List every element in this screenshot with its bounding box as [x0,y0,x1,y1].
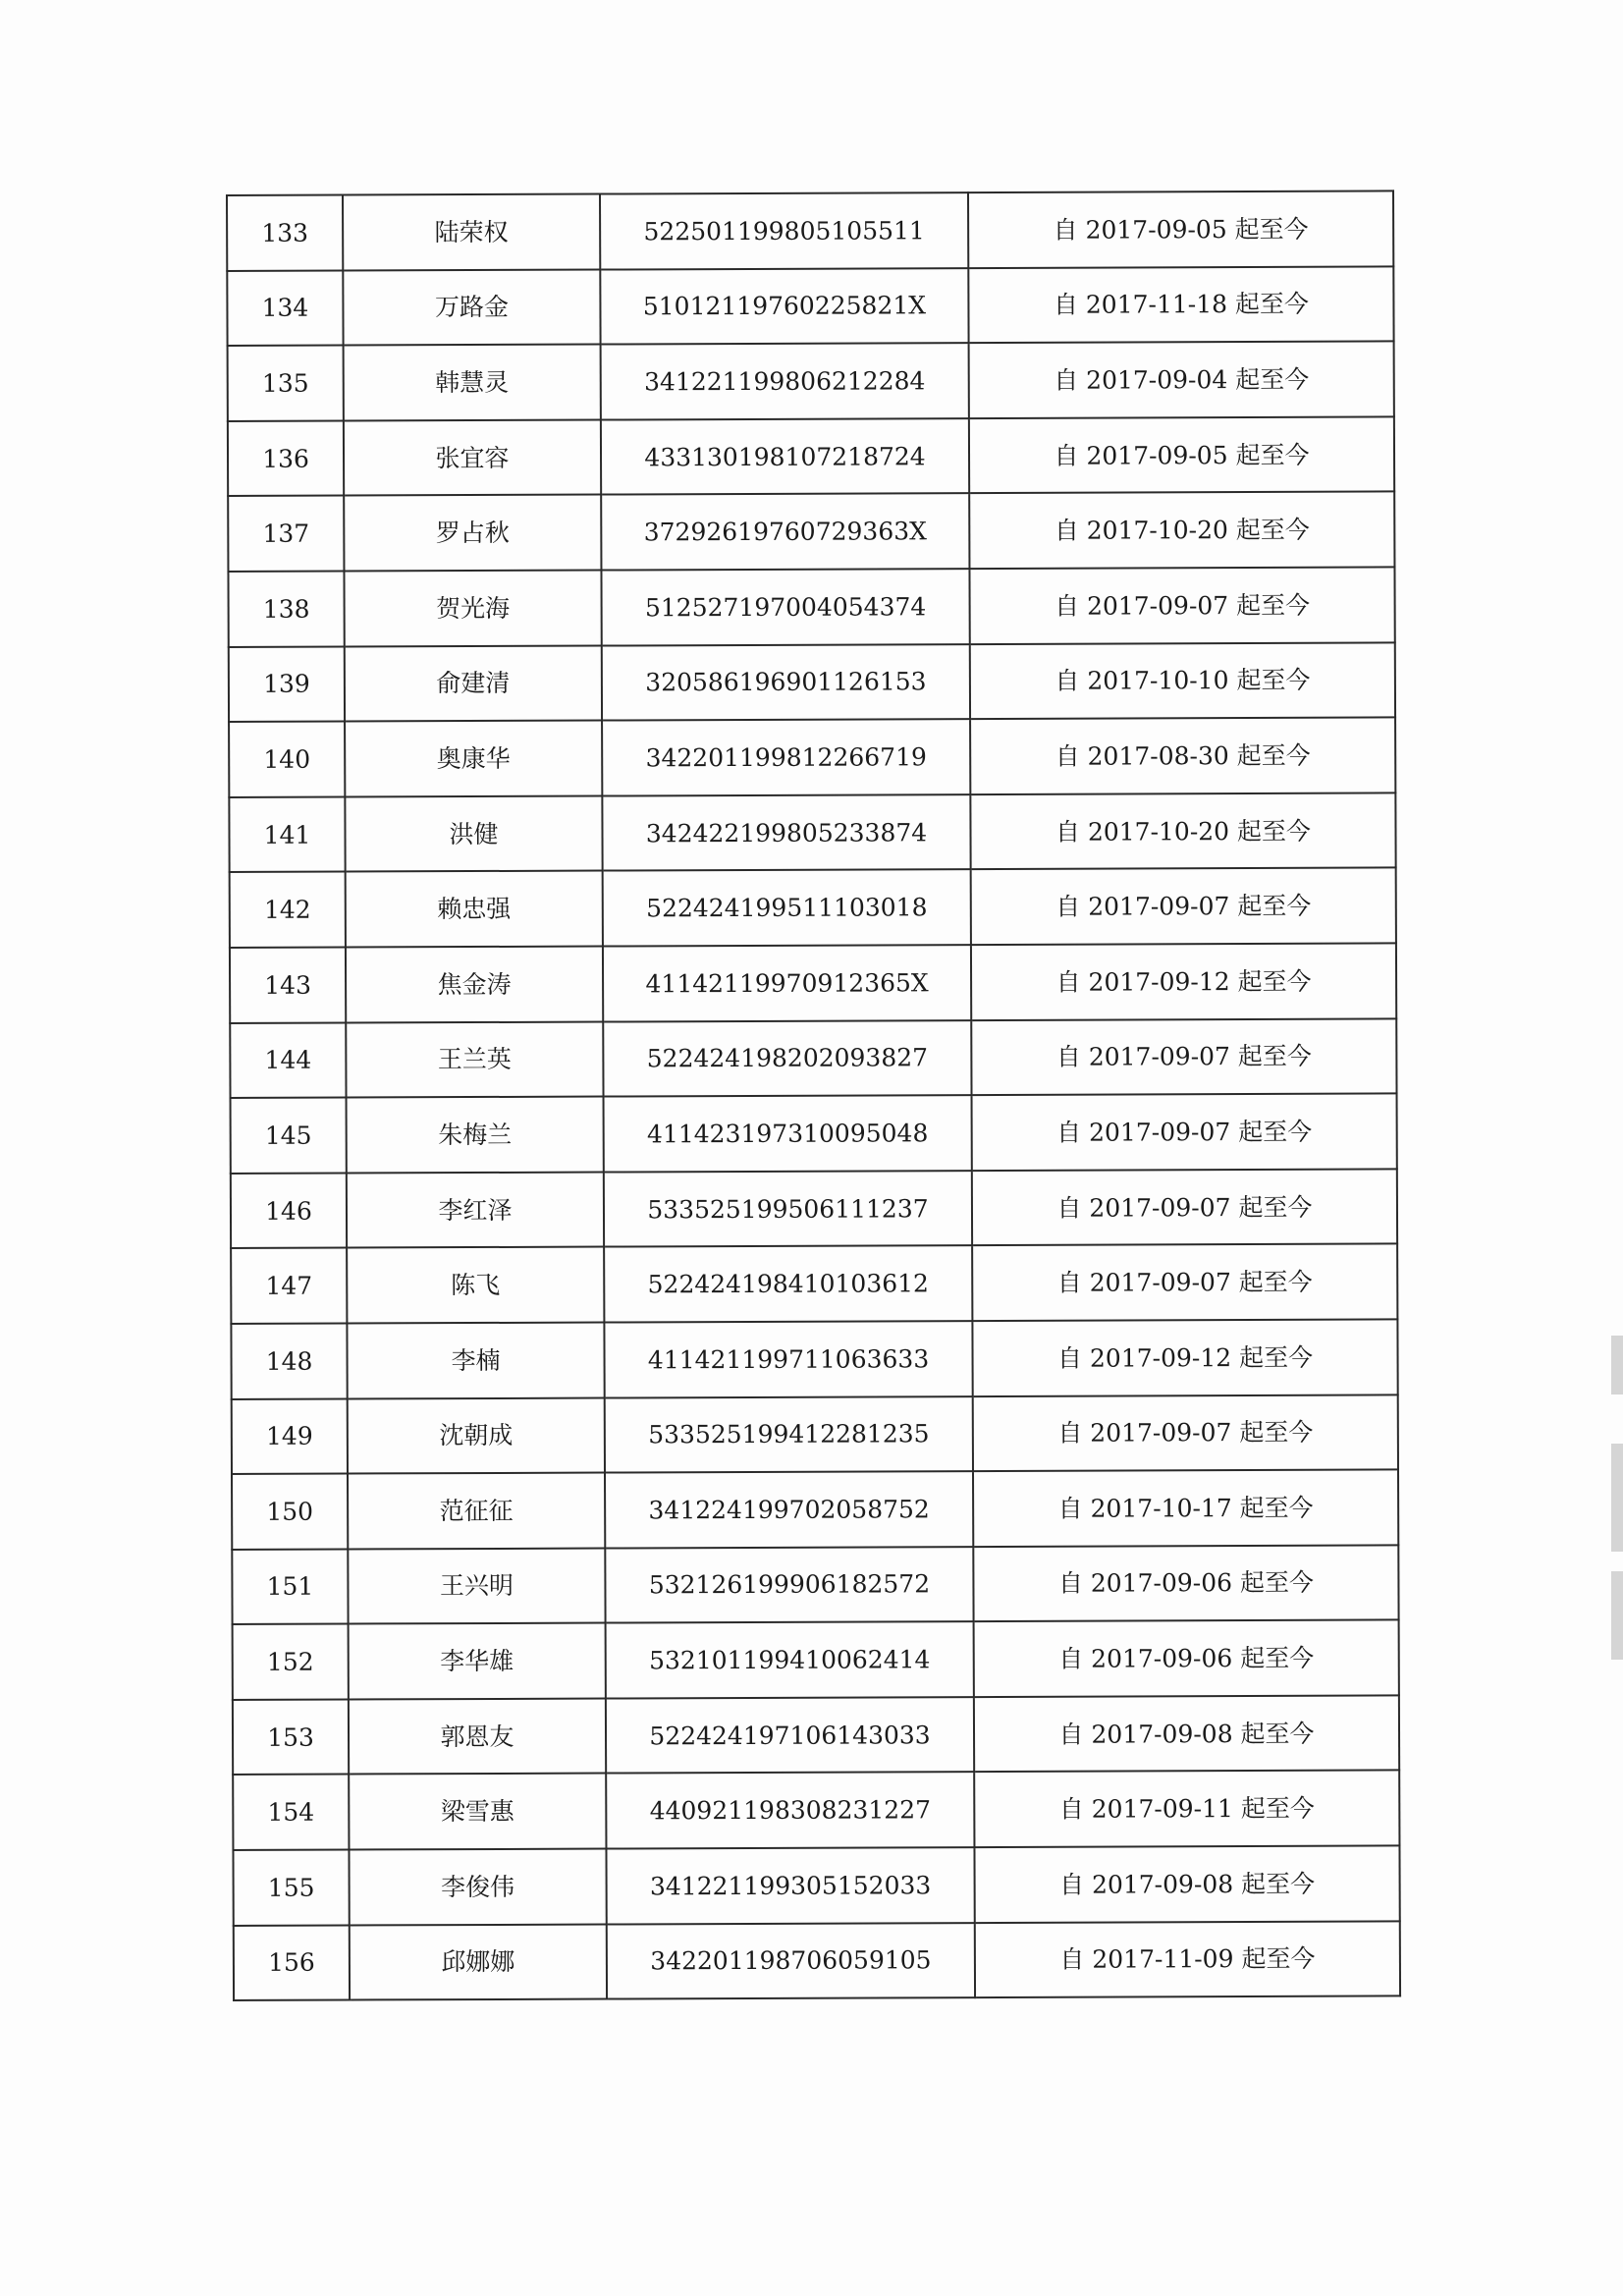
id-number-cell: 533525199506111237 [604,1171,972,1247]
person-name-cell: 王兴明 [348,1548,605,1624]
row-number-cell: 151 [232,1549,348,1624]
row-number-cell: 141 [229,796,345,872]
table-row [232,1545,1398,1624]
period-text-cell: 自 2017-09-06 起至今 [973,1545,1398,1621]
period-text-cell: 自 2017-10-20 起至今 [970,793,1395,869]
table-row [227,266,1393,346]
row-number-cell: 140 [229,722,345,797]
table-row [231,1169,1397,1248]
row-number-cell: 135 [228,346,344,421]
scan-edge-mark [1611,1336,1623,1394]
id-number-cell: 440921198308231227 [606,1773,974,1849]
period-text-cell: 自 2017-09-04 起至今 [969,342,1394,418]
period-text-cell: 自 2017-09-07 起至今 [973,1394,1398,1471]
row-number-cell: 156 [234,1925,350,2000]
person-name-cell: 朱梅兰 [347,1097,604,1174]
row-number-cell: 146 [231,1173,347,1248]
id-number-cell: 522501199805105511 [600,192,968,269]
table-row [232,1394,1398,1474]
table-row [228,416,1394,496]
table-row [230,868,1396,948]
period-text-cell: 自 2017-10-17 起至今 [973,1470,1398,1547]
person-name-cell: 洪健 [345,795,602,872]
period-text-cell: 自 2017-09-07 起至今 [971,868,1396,945]
person-name-cell: 张宜容 [344,419,601,496]
scan-edge-mark [1611,1444,1623,1552]
roster-table [226,190,1401,2001]
person-name-cell: 贺光海 [344,571,601,647]
id-number-cell: 522424198410103612 [604,1245,972,1322]
row-number-cell: 153 [233,1699,349,1775]
period-text-cell: 自 2017-09-07 起至今 [972,1169,1397,1245]
person-name-cell: 俞建清 [345,645,602,722]
person-name-cell: 沈朝成 [348,1397,605,1474]
id-number-cell: 341221199305152033 [606,1847,974,1924]
table-row [232,1470,1398,1550]
period-text-cell: 自 2017-09-08 起至今 [974,1845,1399,1922]
id-number-cell: 532101199410062414 [606,1621,974,1698]
row-number-cell: 147 [231,1248,347,1324]
period-text-cell: 自 2017-10-10 起至今 [970,642,1395,719]
table-row [227,191,1393,270]
row-number-cell: 139 [229,646,345,722]
person-name-cell: 罗占秋 [344,495,601,572]
row-number-cell: 152 [233,1624,349,1700]
id-number-cell: 342201199812266719 [602,719,970,795]
row-number-cell: 134 [227,270,343,346]
id-number-cell: 512527197004054374 [601,569,969,645]
table-row [234,1921,1400,2000]
table-row [233,1845,1399,1925]
table-row [228,492,1394,572]
id-number-cell: 341224199702058752 [605,1471,973,1548]
id-number-cell: 433130198107218724 [601,418,969,495]
row-number-cell: 155 [233,1850,349,1926]
row-number-cell: 144 [230,1022,346,1098]
period-text-cell: 自 2017-08-30 起至今 [970,718,1395,794]
person-name-cell: 李华雄 [349,1623,606,1700]
period-text-cell: 自 2017-09-12 起至今 [971,943,1396,1019]
period-text-cell: 自 2017-09-07 起至今 [972,1094,1397,1171]
person-name-cell: 陈飞 [347,1247,604,1324]
person-name-cell: 韩慧灵 [344,345,601,421]
id-number-cell: 533525199412281235 [605,1396,973,1473]
row-number-cell: 138 [228,572,344,647]
id-number-cell: 341221199806212284 [601,343,969,419]
person-name-cell: 李俊伟 [349,1849,606,1926]
person-name-cell: 李楠 [347,1322,604,1398]
person-name-cell: 陆荣权 [343,194,600,271]
person-name-cell: 李红泽 [347,1172,604,1248]
period-text-cell: 自 2017-09-07 起至今 [971,1018,1396,1095]
person-name-cell: 王兰英 [346,1021,603,1098]
table-row [230,1018,1396,1098]
row-number-cell: 143 [230,947,346,1022]
person-name-cell: 焦金涛 [346,946,603,1022]
table-row [233,1620,1399,1700]
row-number-cell: 133 [227,195,343,271]
id-number-cell: 41142119970912365X [603,945,971,1021]
table-row [233,1771,1399,1850]
id-number-cell: 411421199711063633 [604,1321,972,1397]
period-text-cell: 自 2017-09-08 起至今 [974,1695,1399,1772]
table-row [231,1244,1397,1324]
table-row [229,642,1395,722]
row-number-cell: 145 [231,1098,347,1174]
person-name-cell: 万路金 [343,269,600,346]
period-text-cell: 自 2017-09-07 起至今 [972,1244,1397,1321]
period-text-cell: 自 2017-11-18 起至今 [968,266,1393,343]
row-number-cell: 150 [232,1474,348,1550]
table-row [228,342,1394,421]
table-row [229,718,1395,797]
period-text-cell: 自 2017-09-05 起至今 [968,191,1393,267]
person-name-cell: 奥康华 [345,721,602,797]
table-row [229,793,1395,872]
table-row [228,567,1394,646]
person-name-cell: 范征征 [348,1473,605,1550]
table-row [233,1695,1399,1775]
row-number-cell: 154 [233,1775,349,1850]
period-text-cell: 自 2017-11-09 起至今 [975,1921,1400,1997]
id-number-cell: 411423197310095048 [604,1095,972,1172]
row-number-cell: 149 [232,1398,348,1474]
person-name-cell: 郭恩友 [349,1698,606,1775]
period-text-cell: 自 2017-10-20 起至今 [969,492,1394,569]
period-text-cell: 自 2017-09-05 起至今 [969,416,1394,493]
table-row [230,943,1396,1022]
id-number-cell: 51012119760225821X [600,268,968,345]
id-number-cell: 532126199906182572 [605,1547,973,1623]
row-number-cell: 142 [230,872,346,948]
row-number-cell: 136 [228,420,344,496]
table-row [231,1094,1397,1174]
period-text-cell: 自 2017-09-06 起至今 [974,1620,1399,1697]
id-number-cell: 342422199805233874 [602,794,970,871]
id-number-cell: 342201198706059105 [607,1923,975,1999]
id-number-cell: 320586196901126153 [602,644,970,721]
id-number-cell: 522424197106143033 [606,1697,974,1774]
period-text-cell: 自 2017-09-07 起至今 [969,567,1394,643]
id-number-cell: 522424198202093827 [603,1020,971,1097]
table-row [231,1319,1397,1398]
person-name-cell: 赖忠强 [346,871,603,948]
roster-table-body [227,191,1400,2000]
row-number-cell: 148 [231,1323,347,1398]
period-text-cell: 自 2017-09-11 起至今 [974,1771,1399,1847]
id-number-cell: 522424199511103018 [603,869,971,946]
scan-edge-mark [1611,1571,1623,1660]
person-name-cell: 梁雪惠 [349,1774,606,1850]
id-number-cell: 37292619760729363X [601,493,969,570]
row-number-cell: 137 [228,496,344,572]
person-name-cell: 邱娜娜 [350,1924,607,2000]
period-text-cell: 自 2017-09-12 起至今 [972,1319,1397,1395]
